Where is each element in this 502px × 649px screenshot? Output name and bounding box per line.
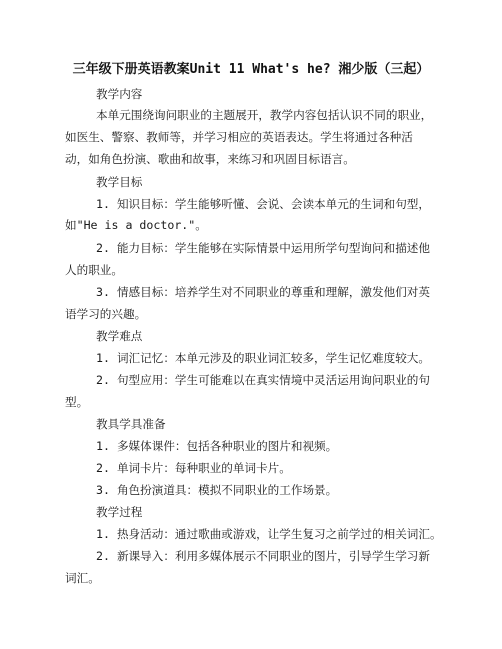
objective-line: 语学习的兴趣。 [65,307,147,321]
section-heading-materials: 教具学具准备 [96,417,166,431]
objective-line: 3. 情感目标：培养学生对不同职业的尊重和理解，激发他们对英 [96,285,430,299]
difficulty-line: 1. 词汇记忆：本单元涉及的职业词汇较多，学生记忆难度较大。 [96,351,430,365]
section-heading-objectives: 教学目标 [96,175,143,189]
content-line: 如医生、警察、教师等，并学习相应的英语表达。学生将通过各种活 [65,130,413,144]
objective-line: 人的职业。 [65,263,123,277]
content-line: 动，如角色扮演、歌曲和故事，来练习和巩固目标语言。 [65,152,355,166]
material-line: 1. 多媒体课件：包括各种职业的图片和视频。 [96,439,338,453]
difficulty-line: 型。 [65,395,89,409]
material-line: 2. 单词卡片：每种职业的单词卡片。 [96,461,291,475]
objective-line: 如"He is a doctor."。 [65,218,207,232]
objective-line: 1. 知识目标：学生能够听懂、会说、会读本单元的生词和句型， [96,197,430,211]
objective-line: 2. 能力目标：学生能够在实际情景中运用所学句型询问和描述他 [96,241,430,255]
process-line: 1. 热身活动：通过歌曲或游戏，让学生复习之前学过的相关词汇。 [96,527,442,541]
section-heading-process: 教学过程 [96,505,143,519]
section-heading-difficulties: 教学难点 [96,329,143,343]
content-line: 本单元围绕询问职业的主题展开，教学内容包括认识不同的职业， [96,108,433,122]
document-title: 三年级下册英语教案Unit 11 What's he? 湘少版（三起） [72,62,430,77]
difficulty-line: 2. 句型应用：学生可能难以在真实情境中灵活运用询问职业的句 [96,373,430,387]
section-heading-content: 教学内容 [96,87,143,101]
process-line: 2. 新课导入：利用多媒体展示不同职业的图片，引导学生学习新 [96,549,430,563]
process-line: 词汇。 [65,571,100,585]
material-line: 3. 角色扮演道具：模拟不同职业的工作场景。 [96,483,338,497]
